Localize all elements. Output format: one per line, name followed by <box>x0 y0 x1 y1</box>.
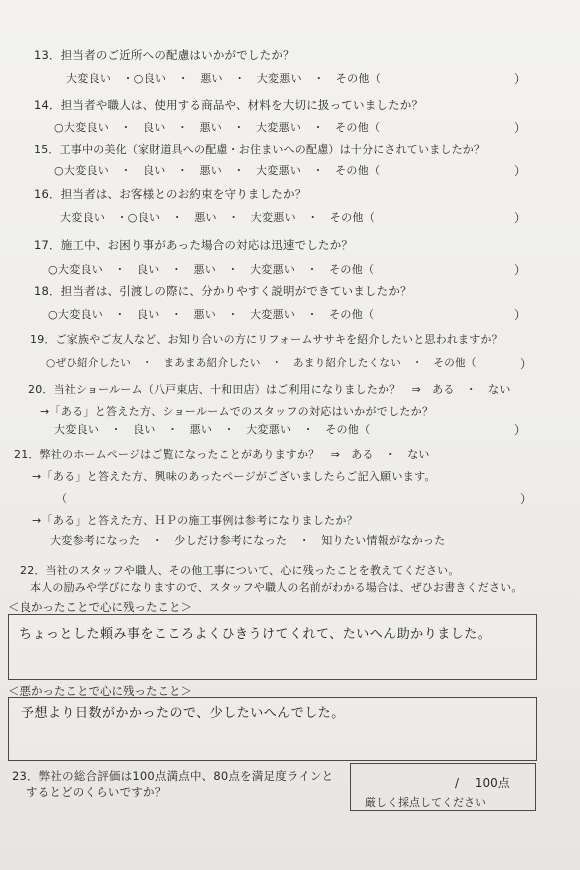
score-suffix: / 100点 <box>455 776 510 790</box>
question-14-options[interactable]: ○大変良い ・ 良い ・ 悪い ・ 大変悪い ・ その他（ <box>54 121 381 134</box>
question-13-options[interactable]: 大変良い ・○良い ・ 悪い ・ 大変悪い ・ その他（ <box>66 72 381 85</box>
question-23-line2: するとどのくらいですか？ <box>26 785 167 799</box>
question-21-paren-open: （ <box>56 492 68 505</box>
paren-close: ） <box>514 72 527 86</box>
question-16: 16．担当者は、お客様とのお約束を守りましたか？ <box>34 187 307 201</box>
question-20-sub: →「ある」と答えた方、ショールームでのスタッフの対応はいかがでしたか？ <box>40 405 434 418</box>
paren-close: ） <box>514 308 527 322</box>
good-comment-answer: ちょっとした頼み事をこころよくひきうけてくれて、たいへん助かりました。 <box>19 627 492 642</box>
score-box[interactable] <box>350 763 536 811</box>
good-comment-label: ＜良かったことで心に残ったこと＞ <box>8 600 192 614</box>
question-16-options[interactable]: 大変良い ・○良い ・ 悪い ・ 大変悪い ・ その他（ <box>60 211 375 224</box>
bad-comment-answer: 予想より日数がかかったので、少したいへんでした。 <box>21 706 345 721</box>
paren-close: ） <box>514 211 527 225</box>
paren-close: ） <box>514 423 527 437</box>
paren-close: ） <box>520 492 533 506</box>
question-21: 21．弊社のホームページはご覧になったことがありますか？ ⇒ ある ・ ない <box>14 448 430 461</box>
question-22-line2: 本人の励みや学びになりますので、スタッフや職人の名前がわかる場合は、ぜひお書きください。 <box>30 581 523 594</box>
question-20: 20．当社ショールーム（八戸東店、十和田店）はご利用になりましたか？ ⇒ ある ・ ない <box>28 383 511 396</box>
question-20-options[interactable]: 大変良い ・ 良い ・ 悪い ・ 大変悪い ・ その他（ <box>54 423 371 436</box>
paren-close: ） <box>514 263 527 277</box>
question-14: 14．担当者や職人は、使用する商品や、材料を大切に扱っていましたか？ <box>34 98 424 112</box>
question-17: 17．施工中、お困り事があった場合の対応は迅速でしたか？ <box>34 238 354 252</box>
question-22-line1: 22．当社のスタッフや職人、その他工事について、心に残ったことを教えてください。 <box>20 564 460 577</box>
question-18-options[interactable]: ○大変良い ・ 良い ・ 悪い ・ 大変悪い ・ その他（ <box>48 308 375 321</box>
question-13: 13．担当者のご近所への配慮はいかがでしたか？ <box>34 48 295 62</box>
question-23-line1: 23．弊社の総合評価は100点満点中、80点を満足度ラインと <box>12 769 334 783</box>
question-17-options[interactable]: ○大変良い ・ 良い ・ 悪い ・ 大変悪い ・ その他（ <box>48 263 375 276</box>
paren-close: ） <box>514 121 527 135</box>
question-21-sub: →「ある」と答えた方、興味のあったページがございましたらご記入願います。 <box>32 470 436 483</box>
good-comment-box[interactable] <box>8 614 537 680</box>
paren-close: ） <box>514 164 527 178</box>
bad-comment-label: ＜悪かったことで心に残ったこと＞ <box>8 684 192 698</box>
paren-close: ） <box>520 357 533 371</box>
question-21-sub2: →「ある」と答えた方、ＨＰの施工事例は参考になりましたか？ <box>32 514 358 527</box>
question-21-options[interactable]: 大変参考になった ・ 少しだけ参考になった ・ 知りたい情報がなかった <box>50 534 446 547</box>
bad-comment-box[interactable] <box>8 697 537 761</box>
question-18: 18．担当者は、引渡しの際に、分かりやすく説明ができていましたか？ <box>34 284 412 298</box>
question-19-options[interactable]: ○ぜひ紹介したい ・ まあまあ紹介したい ・ あまり紹介したくない ・ その他（ <box>46 357 477 369</box>
question-15: 15．工事中の美化（家財道具への配慮・お住まいへの配慮）は十分にされていましたか？ <box>34 143 486 156</box>
question-15-options[interactable]: ○大変良い ・ 良い ・ 悪い ・ 大変悪い ・ その他（ <box>54 164 381 177</box>
question-19: 19．ご家族やご友人など、お知り合いの方にリフォームササキを紹介したいと思われますか？ <box>30 333 503 346</box>
score-note: 厳しく採点してください <box>365 796 486 809</box>
